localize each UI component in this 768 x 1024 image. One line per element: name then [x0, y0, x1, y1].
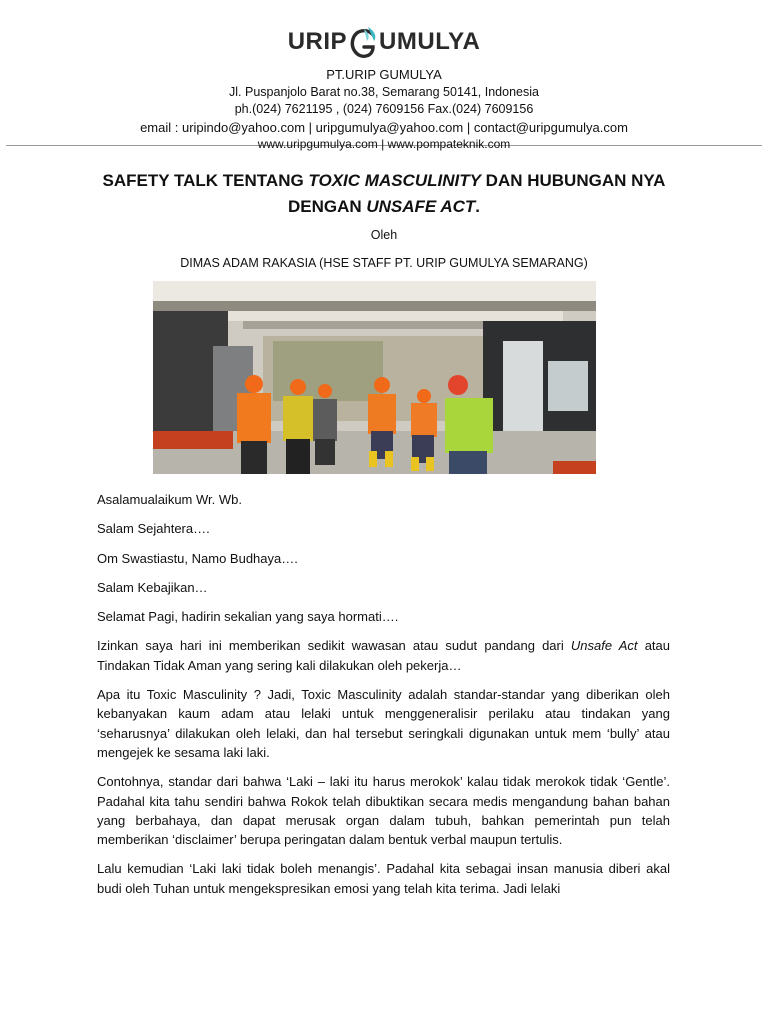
greeting-1: Asalamualaikum Wr. Wb. [97, 492, 242, 507]
logo-g-mark-icon [348, 25, 378, 61]
logo-text-left: URIP [287, 28, 348, 55]
company-address: Jl. Puspanjolo Barat no.38, Semarang 50141, Indonesia [229, 85, 539, 99]
paragraph-smoking-example: Contohnya, standar dari bahwa ‘Laki – laki itu harus merokok’ kalau tidak merokok tidak ‘Gentle’. Padahal kita tahu sendiri bahwa Rokok telah dibuktikan secara medis mengandung bahan bahan yang berbahaya, dan dapat merusak organ dalam tubuh, bahkan pemerintah pun telah memberikan ‘disclaimer’ berupa peringatan dalam bentuk verbal maupun tertulis. [97, 774, 670, 848]
paragraph-definition: Apa itu Toxic Masculinity ? Jadi, Toxic Masculinity adalah standar-standar yang diberikan oleh kebanyakan kaum adam atau lelaki untuk menggeneralisir perilaku atau tindakan yang ‘seharusnya’ dilakukan oleh lelaki, dan hal tersebut seringkali digunakan untuk mem ‘bully’ atau mengejek ke sesama laki laki. [97, 687, 670, 760]
company-websites: www.uripgumulya.com | www.pompateknik.com [257, 137, 511, 151]
logo-text-right: UMULYA [379, 28, 481, 55]
company-logo [0, 20, 768, 64]
greeting-4: Salam Kebajikan… [97, 579, 208, 595]
greeting-3: Om Swastiastu, Namo Budhaya…. [97, 550, 298, 566]
greeting-2: Salam Sejahtera…. [97, 521, 210, 537]
letter-body [97, 490, 670, 908]
site-inspection-photo [153, 281, 596, 474]
paragraph-crying-example: Lalu kemudian ‘Laki laki tidak boleh menangis’. Padahal kita sebagai insan manusia diberi akal budi oleh Tuhan untuk mengekspresikan emosi yang telah kita terima. Jadi lelaki [97, 861, 670, 896]
document-title: SAFETY TALK TENTANG TOXIC MASCULINITY DAN HUBUNGAN NYA DENGAN UNSAFE ACT. [102, 171, 666, 216]
intro-paragraph: Izinkan saya hari ini memberikan sedikit wawasan atau sudut pandang dari Unsafe Act atau Tindakan Tidak Aman yang sering kali dilakukan oleh pekerja… [97, 638, 670, 673]
company-email: email : uripindo@yahoo.com | uripgumulya@yahoo.com | contact@uripgumulya.com [140, 120, 628, 135]
company-name: PT.URIP GUMULYA [326, 67, 442, 82]
company-phone: ph.(024) 7621195 , (024) 7609156 Fax.(024) 7609156 [234, 102, 534, 116]
greeting-5: Selamat Pagi, hadirin sekalian yang saya hormati…. [97, 609, 399, 625]
author-line: DIMAS ADAM RAKASIA (HSE STAFF PT. URIP GUMULYA SEMARANG) [180, 256, 588, 270]
by-label: Oleh [370, 228, 398, 242]
letterhead [0, 0, 768, 160]
